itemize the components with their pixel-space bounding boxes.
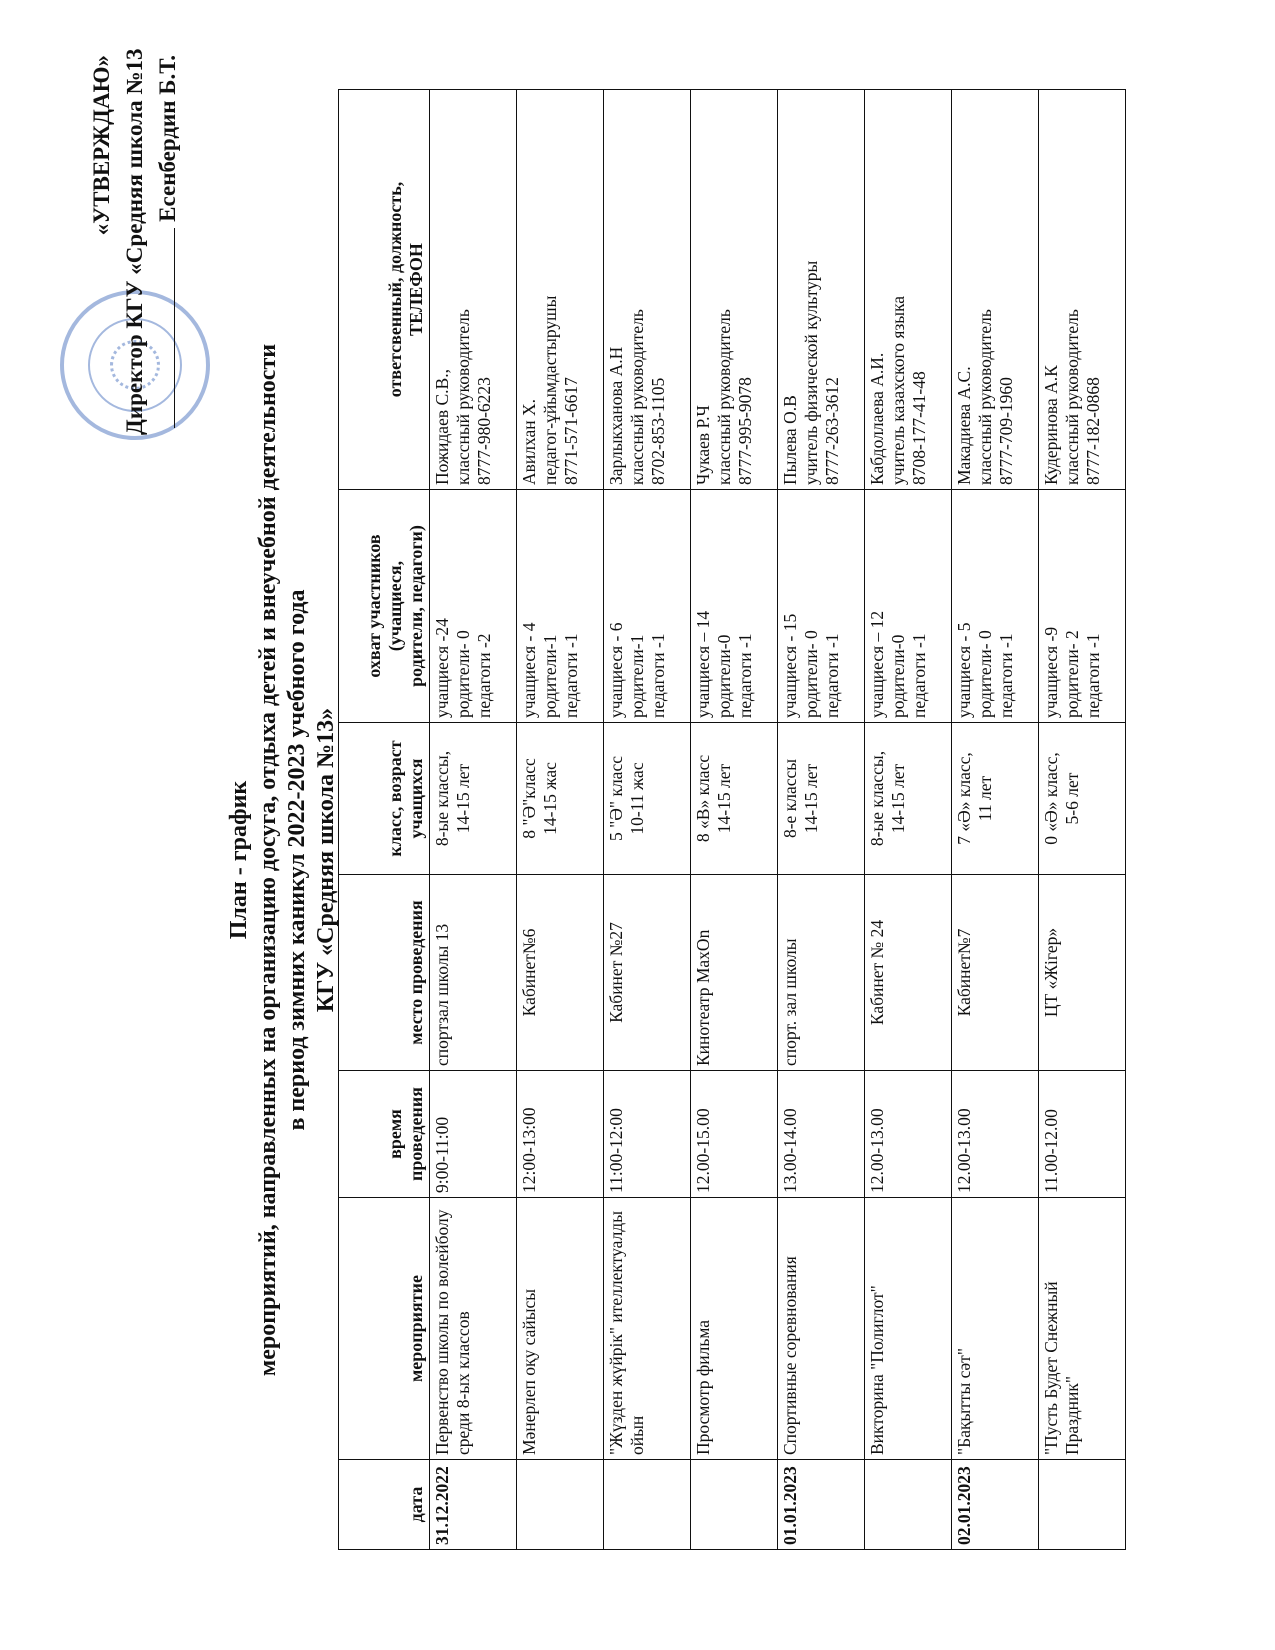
cell-time: 12.00-15.00 [691,1071,778,1198]
cell-place: Кабинет №27 [604,875,691,1071]
cell-class: 8-ые классы, 14-15 лет [430,723,517,875]
director-line: Директор КГУ «Средняя школа №13 [122,48,147,435]
cell-time: 11:00-12:00 [604,1071,691,1198]
cell-event: "Жүзден жүйрік" ителлектуалды ойын [604,1198,691,1460]
cell-place: Кабинет№6 [517,875,604,1071]
cell-coverage: учащиеся – 12 родители-0 педагоги -1 [865,490,952,723]
table-row [778,90,865,1550]
title-line-3: в период зимних каникул 2022-2023 учебного года [284,589,310,1131]
cell-event: "Бақытты сәт" [952,1198,1039,1460]
table-row [691,90,778,1550]
approve-label: «УТВЕРЖДАЮ» [89,55,114,236]
signature-line [151,55,184,435]
cell-event: Просмотр фильма [691,1198,778,1460]
header-place: место проведения [339,875,430,1071]
cell-coverage: учащиеся - 4 родители-1 педагоги -1 [517,490,604,723]
header-responsible: ответсвенный, должность, ТЕЛЕФОН [339,90,430,490]
header-class: класс, возраст учащихся [339,723,430,875]
table-header-row [339,90,430,1550]
title-line-4: КГУ «Средняя школа №13» [313,707,339,1013]
cell-time: 13.00-14.00 [778,1071,865,1198]
cell-date [604,1460,691,1550]
table-row [952,90,1039,1550]
cell-event: Мәнерлеп оқу сайысы [517,1198,604,1460]
title-line-1: План - график [226,780,252,940]
cell-place: ЦТ «Жігер» [1039,875,1126,1071]
cell-responsible: Кудеринова А.К классный руководитель 8777-182-0868 [1039,90,1126,490]
cell-place: спорт. зал школы [778,875,865,1071]
title-line-2: мероприятий, направленных на организацию досуга, отдыха детей и внеучебной деятельности [255,343,281,1377]
cell-responsible: Кабдоллаева А.И. учитель казахского языка 8708-177-41-48 [865,90,952,490]
events-schedule-table [338,89,1126,1550]
cell-coverage: учащиеся – 14 родители-0 педагоги -1 [691,490,778,723]
cell-event: Первенство школы по волейболу среди 8-ых классов [430,1198,517,1460]
cell-date [1039,1460,1126,1550]
cell-class: 8-ые классы, 14-15 лет [865,723,952,875]
header-coverage: охват участников (учащиеся, родители, педагоги) [339,490,430,723]
cell-class: 7 «Ә» класс, 11 лет [952,723,1039,875]
cell-coverage: учащиеся - 6 родители-1 педагоги -1 [604,490,691,723]
cell-date [517,1460,604,1550]
cell-responsible: Пожидаев С.В., классный руководитель 8777-980-6223 [430,90,517,490]
cell-time: 11.00-12.00 [1039,1071,1126,1198]
table-row [865,90,952,1550]
cell-place: Кинотеатр MaxOn [691,875,778,1071]
cell-time: 12:00-13:00 [517,1071,604,1198]
cell-class: 0 «Ә» класс, 5-6 лет [1039,723,1126,875]
cell-place: спортзал школы 13 [430,875,517,1071]
table-row [1039,90,1126,1550]
approval-block [85,48,184,435]
header-time: время проведения [339,1071,430,1198]
cell-class: 8 «В» класс 14-15 лет [691,723,778,875]
signature-name: Есенбердин Б.Т. [155,55,180,222]
cell-coverage: учащиеся - 15 родители- 0 педагоги -1 [778,490,865,723]
cell-event: "Пусть Будет Снежный Праздник" [1039,1198,1126,1460]
cell-coverage: учащиеся -9 родители- 2 педагоги -1 [1039,490,1126,723]
cell-time: 12.00-13.00 [952,1071,1039,1198]
cell-coverage: учащиеся - 5 родители- 0 педагоги -1 [952,490,1039,723]
cell-date: 31.12.2022 [430,1460,517,1550]
table-row [430,90,517,1550]
cell-class: 5 "Ә" класс 10-11 жас [604,723,691,875]
cell-responsible: Пылева О.В учитель физической культуры 8777-263-3612 [778,90,865,490]
header-date: дата [339,1460,430,1550]
cell-responsible: Макадиева А.С. классный руководитель 8777-709-1960 [952,90,1039,490]
cell-time: 9:00-11:00 [430,1071,517,1198]
cell-date [691,1460,778,1550]
cell-date: 02.01.2023 [952,1460,1039,1550]
cell-time: 12.00-13.00 [865,1071,952,1198]
cell-event: Викторина "Полиглот" [865,1198,952,1460]
cell-responsible: Авилхан Х. педагог-ұйымдастырушы 8771-571-6617 [517,90,604,490]
header-event: мероприятие [339,1198,430,1460]
cell-date [865,1460,952,1550]
table-row [604,90,691,1550]
cell-class: 8 "Ә"класс 14-15 жас [517,723,604,875]
cell-date: 01.01.2023 [778,1460,865,1550]
cell-place: Кабинет№7 [952,875,1039,1071]
cell-event: Спортивные соревнования [778,1198,865,1460]
cell-class: 8-е классы 14-15 лет [778,723,865,875]
cell-coverage: учащиеся -24 родители- 0 педагоги -2 [430,490,517,723]
table-row [517,90,604,1550]
signature-underline [154,228,175,428]
cell-responsible: Чукаев Р.Ч классный руководитель 8777-995-9078 [691,90,778,490]
cell-place: Кабинет № 24 [865,875,952,1071]
document-title [225,220,341,1500]
cell-responsible: Зарлыкханова А.Н классный руководитель 8702-853-1105 [604,90,691,490]
